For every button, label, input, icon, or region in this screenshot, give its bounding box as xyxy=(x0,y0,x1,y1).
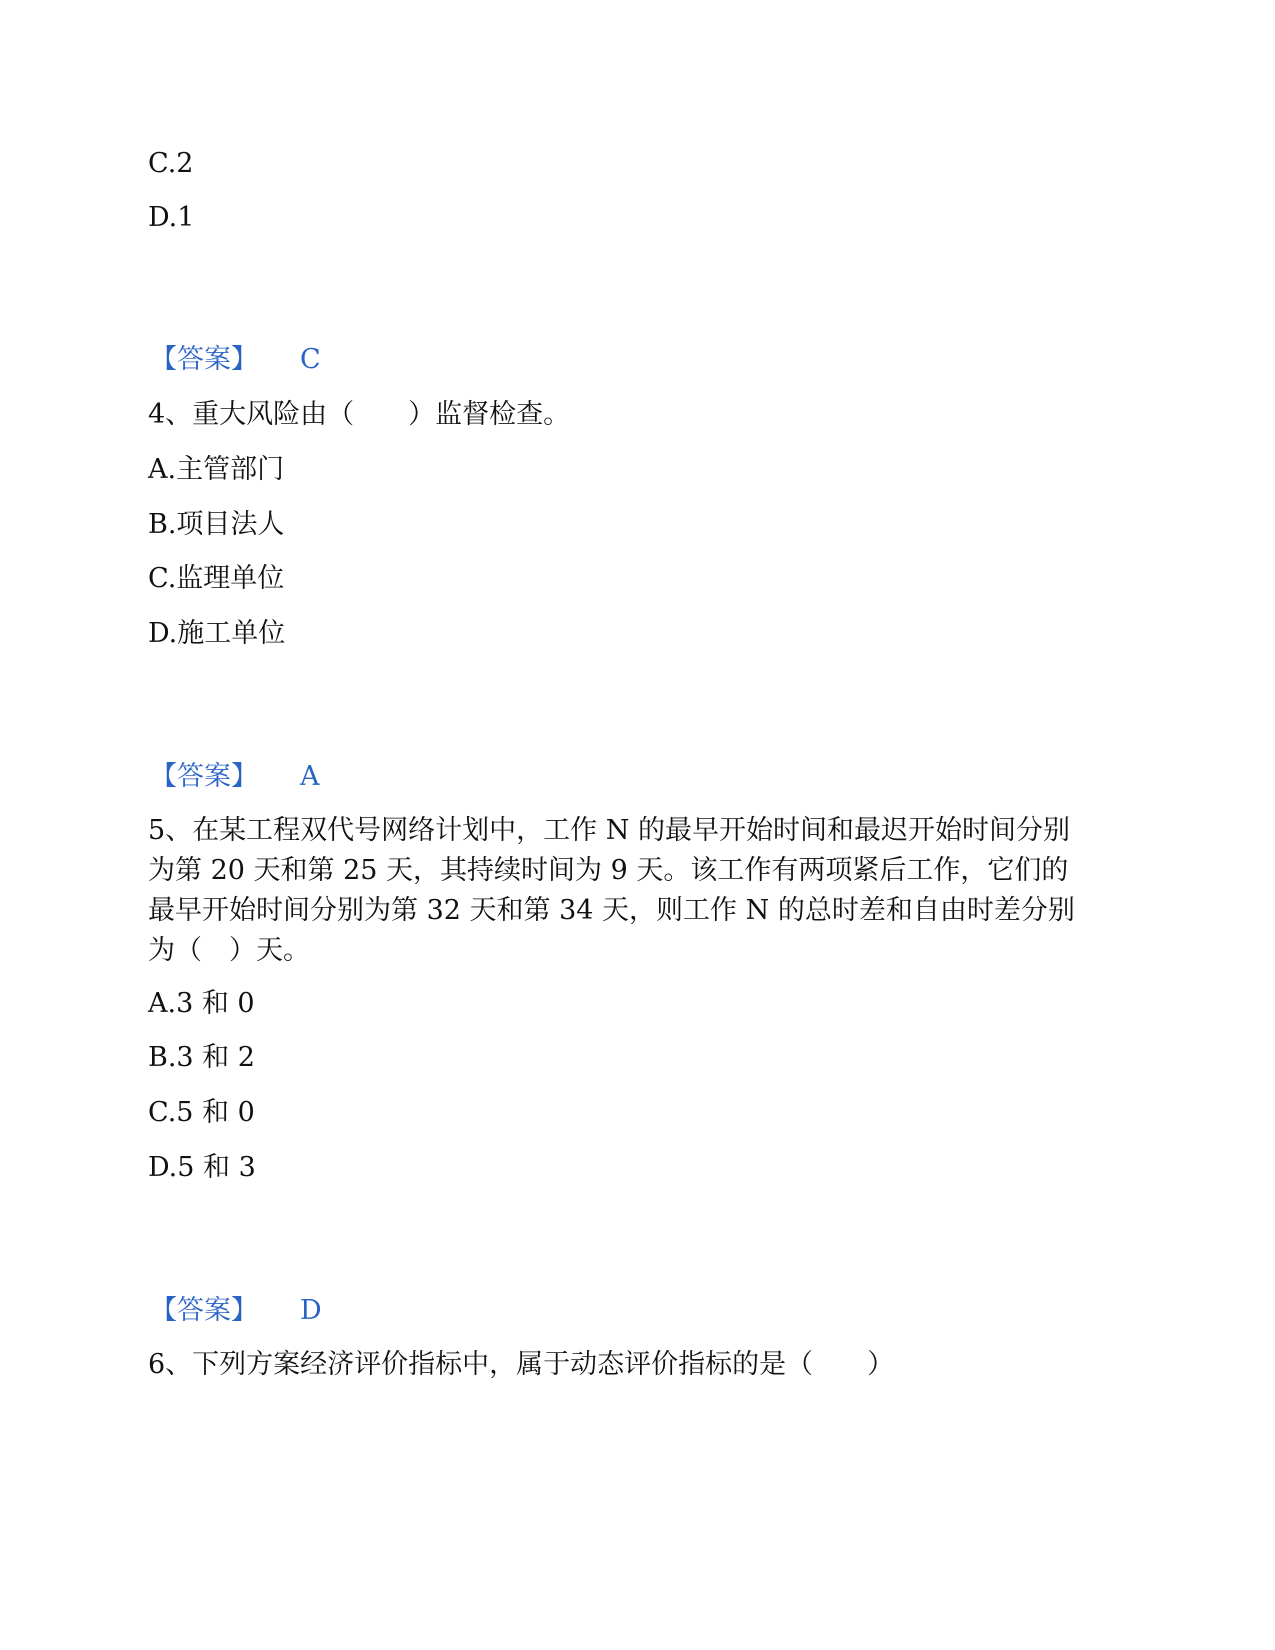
q4-option-c: C.监理单位 xyxy=(148,563,285,594)
q3-answer xyxy=(150,344,321,376)
answer-value: D xyxy=(300,1295,322,1326)
q3-option-c: C.2 xyxy=(148,148,194,179)
answer-label: 【答案】 xyxy=(150,1295,258,1326)
q5-option-b: B.3 和 2 xyxy=(148,1042,255,1073)
answer-value: C xyxy=(300,344,321,375)
q4-stem: 4、重大风险由（ ）监督检查。 xyxy=(148,399,571,430)
q5-option-a: A.3 和 0 xyxy=(148,988,255,1019)
answer-value: A xyxy=(300,761,320,792)
q5-stem: 5、在某工程双代号网络计划中，工作 N 的最早开始时间和最迟开始时间分别为第 20 天和第 25 天，其持续时间为 9 天。该工作有两项紧后工作，它们的最早开始时间分别为第 32 天和第 34 天，则工作 N 的总时差和自由时差分别为（ ）天。 xyxy=(148,815,1075,966)
q5-option-c: C.5 和 0 xyxy=(148,1097,255,1128)
q4-option-d: D.施工单位 xyxy=(148,618,286,649)
q3-option-d: D.1 xyxy=(148,202,195,233)
q5-answer xyxy=(150,1295,322,1327)
answer-label: 【答案】 xyxy=(150,761,258,792)
q4-option-a: A.主管部门 xyxy=(148,454,285,485)
q4-option-b: B.项目法人 xyxy=(148,509,285,540)
answer-label: 【答案】 xyxy=(150,344,258,375)
q5-option-d: D.5 和 3 xyxy=(148,1152,256,1183)
q4-answer xyxy=(150,761,320,793)
q6-stem: 6、下列方案经济评价指标中，属于动态评价指标的是（ ） xyxy=(148,1349,895,1380)
